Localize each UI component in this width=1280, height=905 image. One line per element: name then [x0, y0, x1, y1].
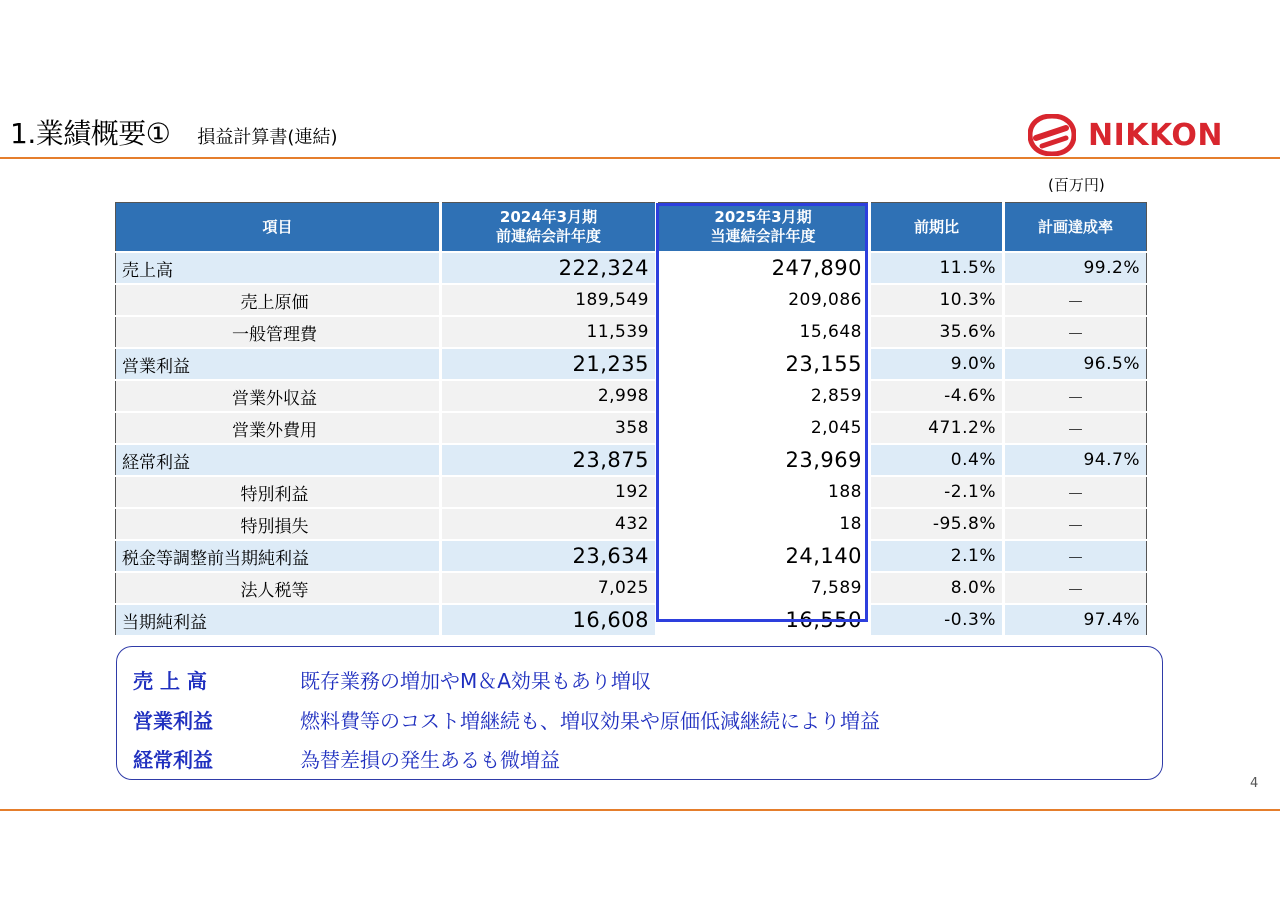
row-cur: 209,086 — [657, 284, 870, 316]
table-row — [116, 316, 1147, 348]
row-item-label: 営業外収益 — [232, 388, 317, 409]
row-prev: 358 — [441, 412, 657, 444]
header-divider — [0, 157, 1280, 159]
header-prev-year-line1: 2024年3月期 — [499, 208, 598, 226]
row-cur: 18 — [657, 508, 870, 540]
table-row — [116, 380, 1147, 412]
row-yoy: 8.0% — [870, 572, 1004, 604]
row-item — [116, 508, 441, 540]
row-plan: 96.5% — [1004, 348, 1147, 380]
row-item — [116, 284, 441, 316]
row-plan: － — [1004, 476, 1147, 508]
header-current-year — [657, 203, 870, 253]
logo-text: NIKKON — [1088, 117, 1224, 153]
table-row — [116, 412, 1147, 444]
row-yoy: -95.8% — [870, 508, 1004, 540]
header-item: 項目 — [116, 203, 441, 253]
table-row — [116, 508, 1147, 540]
company-logo — [1028, 114, 1223, 156]
summary-box — [116, 646, 1163, 780]
nikkon-mark-icon — [1028, 114, 1076, 156]
slide-title-area — [10, 112, 337, 152]
table-row — [116, 572, 1147, 604]
row-prev: 432 — [441, 508, 657, 540]
page-number: 4 — [1250, 776, 1259, 791]
table-header-row — [116, 203, 1147, 253]
row-cur: 247,890 — [657, 252, 870, 284]
row-plan: － — [1004, 380, 1147, 412]
row-item-label: 特別損失 — [240, 516, 309, 537]
row-item — [116, 476, 441, 508]
summary-label: 売 上 高 — [133, 669, 207, 693]
table-row — [116, 284, 1147, 316]
row-yoy: 9.0% — [870, 348, 1004, 380]
row-prev: 23,875 — [441, 444, 657, 476]
row-prev: 16,608 — [441, 604, 657, 636]
row-item: 営業利益 — [116, 348, 441, 380]
income-statement-table — [115, 202, 1147, 637]
table-row — [116, 476, 1147, 508]
row-prev: 2,998 — [441, 380, 657, 412]
row-prev: 192 — [441, 476, 657, 508]
row-yoy: -2.1% — [870, 476, 1004, 508]
table-row — [116, 252, 1147, 284]
row-prev: 21,235 — [441, 348, 657, 380]
row-item — [116, 572, 441, 604]
row-prev: 222,324 — [441, 252, 657, 284]
row-item-label: 売上原価 — [240, 292, 309, 313]
row-plan: － — [1004, 412, 1147, 444]
table-row — [116, 540, 1147, 572]
row-cur: 15,648 — [657, 316, 870, 348]
row-cur: 24,140 — [657, 540, 870, 572]
row-item — [116, 412, 441, 444]
row-prev: 7,025 — [441, 572, 657, 604]
table-row — [116, 604, 1147, 636]
row-plan: 99.2% — [1004, 252, 1147, 284]
row-yoy: 35.6% — [870, 316, 1004, 348]
summary-text: 既存業務の増加やM＆A効果もあり増収 — [300, 669, 651, 693]
row-item: 税金等調整前当期純利益 — [116, 540, 441, 572]
header-prev-year — [441, 203, 657, 253]
row-cur: 23,969 — [657, 444, 870, 476]
header-prev-year-line2: 前連結会計年度 — [495, 227, 601, 245]
row-plan: － — [1004, 508, 1147, 540]
row-yoy: 11.5% — [870, 252, 1004, 284]
summary-label: 経常利益 — [133, 748, 213, 772]
row-item: 経常利益 — [116, 444, 441, 476]
header-plan-achievement: 計画達成率 — [1004, 203, 1147, 253]
row-plan: － — [1004, 284, 1147, 316]
row-yoy: 10.3% — [870, 284, 1004, 316]
row-cur: 7,589 — [657, 572, 870, 604]
row-yoy: 471.2% — [870, 412, 1004, 444]
summary-text: 為替差損の発生あるも微増益 — [300, 748, 560, 772]
row-plan: － — [1004, 572, 1147, 604]
row-cur: 23,155 — [657, 348, 870, 380]
row-plan: － — [1004, 540, 1147, 572]
row-item-label: 営業外費用 — [232, 420, 317, 441]
header-current-year-line2: 当連結会計年度 — [710, 227, 816, 245]
row-cur: 188 — [657, 476, 870, 508]
row-item — [116, 316, 441, 348]
row-cur: 16,550 — [657, 604, 870, 636]
table-row — [116, 444, 1147, 476]
slide-title: 1.業績概要① — [10, 117, 171, 150]
row-prev: 189,549 — [441, 284, 657, 316]
summary-text: 燃料費等のコスト増継続も、増収効果や原価低減継続により増益 — [300, 709, 880, 733]
row-yoy: 2.1% — [870, 540, 1004, 572]
row-item-label: 一般管理費 — [232, 324, 317, 345]
row-cur: 2,859 — [657, 380, 870, 412]
row-prev: 23,634 — [441, 540, 657, 572]
row-cur: 2,045 — [657, 412, 870, 444]
row-plan: － — [1004, 316, 1147, 348]
row-plan: 94.7% — [1004, 444, 1147, 476]
row-item-label: 特別利益 — [240, 484, 309, 505]
slide-subtitle: 損益計算書(連結) — [197, 127, 338, 148]
row-prev: 11,539 — [441, 316, 657, 348]
row-item-label: 法人税等 — [240, 580, 309, 601]
unit-label: (百万円) — [1048, 176, 1105, 194]
table-row — [116, 348, 1147, 380]
row-yoy: -0.3% — [870, 604, 1004, 636]
row-item: 当期純利益 — [116, 604, 441, 636]
summary-label: 営業利益 — [133, 709, 213, 733]
footer-divider — [0, 809, 1280, 811]
row-item — [116, 380, 441, 412]
row-yoy: 0.4% — [870, 444, 1004, 476]
header-current-year-line1: 2025年3月期 — [714, 208, 812, 226]
row-yoy: -4.6% — [870, 380, 1004, 412]
row-item: 売上高 — [116, 252, 441, 284]
header-yoy: 前期比 — [870, 203, 1004, 253]
row-plan: 97.4% — [1004, 604, 1147, 636]
